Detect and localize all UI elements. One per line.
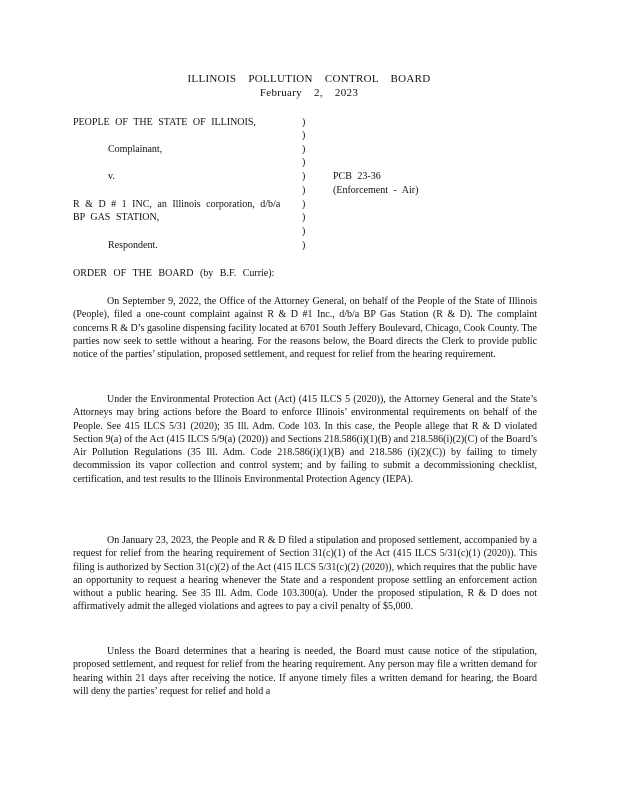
- caption-paren: ): [302, 226, 306, 237]
- order-date: February 2, 2023: [259, 87, 359, 99]
- complainant-label: Complainant,: [108, 144, 163, 155]
- caption-paren: ): [302, 144, 306, 155]
- caption-paren: ): [302, 199, 306, 210]
- plaintiff-name: PEOPLE OF THE STATE OF ILLINOIS,: [73, 117, 256, 128]
- respondent-label: Respondent.: [108, 240, 158, 251]
- paragraph-complaint: On September 9, 2022, the Office of the Attorney General, on behalf of the People of the State of Illinois (People), filed a one-count complaint against R & D #1 Inc., d/b/a BP Gas Station (R & D). The complaint concerns R & D’s gasoline dispensing facility located at 6701 South Jeffery Boulevard, Chicago, Cook County. The parties now seek to settle without a hearing. For the reasons below, the Board directs the Clerk to provide public notice of the parties’ stipulation, proposed settlement, and request for relief from the hearing requirement.: [73, 296, 537, 361]
- order-author-line: ORDER OF THE BOARD (by B.F. Currie):: [73, 268, 275, 279]
- respondent-name-line2: BP GAS STATION,: [73, 212, 160, 223]
- caption-paren: ): [302, 117, 306, 128]
- caption-paren: ): [302, 212, 306, 223]
- agency-heading: ILLINOIS POLLUTION CONTROL BOARD: [187, 73, 431, 85]
- respondent-name-line1: R & D # 1 INC, an Illinois corporation, d/b/a: [73, 199, 281, 210]
- case-number: PCB 23-36: [333, 171, 381, 182]
- paragraph-statutory-framework: Under the Environmental Protection Act (Act) (415 ILCS 5 (2020)), the Attorney General and the State’s Attorneys may bring actions before the Board to enforce Illinois’ environmental requirements on behalf of the People. See 415 ILCS 5/31 (2020); 35 Ill. Adm. Code 103. In this case, the People allege that R & D violated Section 9(a) of the Act (415 ILCS 5/9(a) (2020)) and Sections 218.586(i)(1)(B) and 218.586(i)(2)(C) of the Board’s Air Pollution Regulations (35 Ill. Adm. Code 218.586(i)(1)(B) and 218.586 (i)(2)(C)) by failing to timely decommission its vapor collection and control system; and by failing to submit a decommissioning checklist, certification, and test results to the Illinois Environmental Protection Agency (IEPA).: [73, 394, 537, 485]
- caption-paren: ): [302, 157, 306, 168]
- caption-paren: ): [302, 130, 306, 141]
- caption-paren: ): [302, 171, 306, 182]
- case-type: (Enforcement - Air): [333, 185, 419, 196]
- paragraph-stipulation: On January 23, 2023, the People and R & D filed a stipulation and proposed settlement, accompanied by a request for relief from the hearing requirement of Section 31(c)(1) of the Act (415 ILCS 5/31(c)(1) (2020)). This filing is authorized by Section 31(c)(2) of the Act (415 ILCS 5/31(c)(2) (2020)), which requires that the public have an opportunity to request a hearing whenever the State and a respondent propose settling an enforcement action without a public hearing. See 35 Ill. Adm. Code 103.300(a). Under the proposed stipulation, R & D does not affirmatively admit the alleged violations and agrees to pay a civil penalty of $5,000.: [73, 535, 537, 613]
- caption-paren: ): [302, 185, 306, 196]
- caption-paren: ): [302, 240, 306, 251]
- versus-label: v.: [108, 171, 115, 182]
- paragraph-public-notice: Unless the Board determines that a hearing is needed, the Board must cause notice of the stipulation, proposed settlement, and request for relief from the hearing requirement. Any person may file a written demand for hearing within 21 days after receiving the notice. If anyone timely files a written demand for hearing, the Board will deny the parties’ request for relief and hold a: [73, 646, 537, 697]
